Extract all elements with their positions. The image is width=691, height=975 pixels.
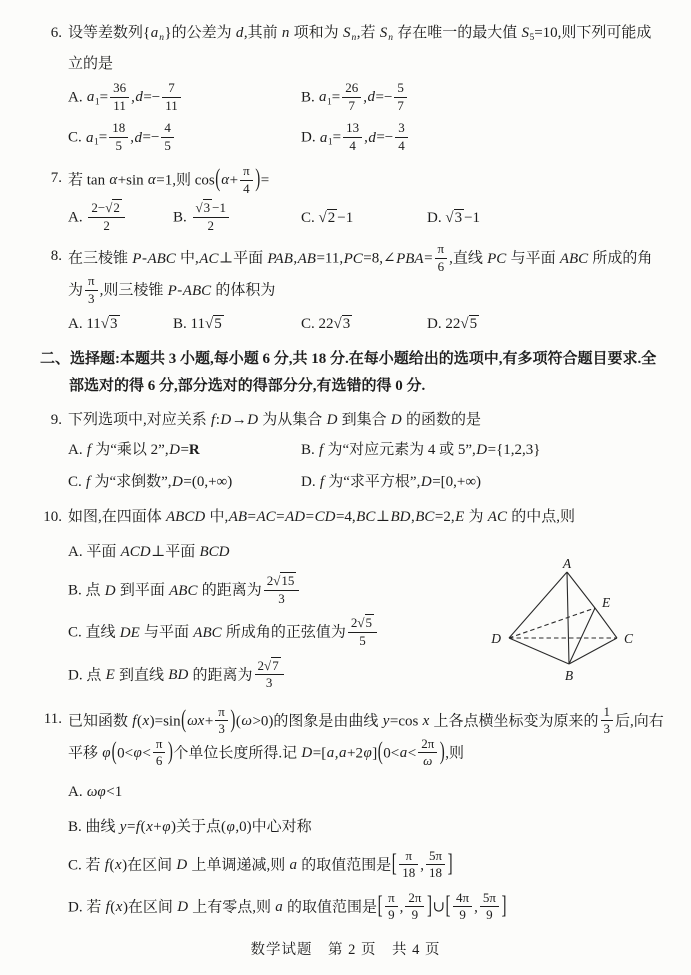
question-7 [40, 162, 665, 234]
question-10-stem: 如图,在四面体 ABCD 中,AB=AC=AD=CD=4,BC⊥BD,BC=2,E 为 AC 的中点,则 [68, 509, 575, 526]
question-11 [40, 703, 665, 929]
vertex-label-d: D [491, 631, 501, 647]
question-10 [40, 504, 665, 696]
question-9-number: 9. [50, 412, 62, 429]
question-11-body [68, 703, 665, 929]
question-7-options [68, 202, 665, 234]
question-9-option-d: D. f 为“求平方根”,D=[0,+∞) [301, 474, 482, 491]
question-8-number: 8. [50, 248, 62, 265]
tetrahedron-dashed-edges [509, 608, 617, 638]
question-11-option-b: B. 曲线 y=f(x+φ)关于点(φ,0)中心对称 [68, 818, 312, 835]
question-6-option-d: D. $a_1=$ $\frac{13}{4}$ ,d=− $\frac{3}{4}$ [301, 122, 665, 155]
question-11-options [68, 775, 665, 929]
question-6-option-b: B. $a_1=$ $\frac{26}{7}$ ,d=− $\frac{5}{7}$ [301, 82, 665, 115]
question-7-option-a: A. $\frac{2-√2}{2}$ [68, 202, 173, 234]
question-7-option-b: B. $\frac{√3 -1}{2}$ [173, 202, 301, 234]
question-7-body [68, 162, 665, 234]
question-6-stem: 设等差数列$\{a_n\}$的公差为 d,其前 n 项和为 $S_n$,若 $S_n$ 存在唯一的最大值 $S_5=10$,则下列可能成立的是 [68, 25, 652, 72]
page-footer: 数学试题 第 2 页 共 4 页 [250, 942, 441, 958]
question-9-option-c: C. f 为“求倒数”,D=(0,+∞) [68, 474, 233, 491]
question-7-option-d: D. √3 −1 [427, 209, 481, 226]
question-9 [40, 407, 665, 495]
question-6-options [68, 82, 665, 156]
question-6-body [68, 20, 665, 156]
vertex-label-c: C [624, 631, 634, 647]
question-6-option-a: A. $a_1=$ $\frac{36}{11}$ ,d=− $\frac{7}{11}$ [68, 82, 301, 115]
question-10-option-a: A. 平面 ACD⊥平面 BCD [68, 544, 230, 561]
question-6-option-c: C. $a_1=$ $\frac{18}{5}$ ,d=− $\frac{4}{5}$ [68, 122, 301, 155]
question-8-option-a: A. 11√3 [68, 316, 118, 333]
question-10-option-c: C. 直线 DE 与平面 ABC 所成角的正弦值为 $\frac{2√5}{5}$ [68, 617, 665, 649]
question-11-option-d: D. 若 f(x)在区间 D 上有零点,则 a 的取值范围是[ $\frac{\pi}{9}$ , $\frac{2\pi}{9}$ ]∪[ $\frac{4\pi}{9}$ , $\frac{5\pi}{9}$ ] [68, 889, 507, 923]
question-11-option-c: C. 若 f(x)在区间 D 上单调递减,则 a 的取值范围是[ $\frac{\pi}{18}$ , $\frac{5\pi}{18}$ ] [68, 847, 453, 881]
section-2-header: 二、选择题:本题共 3 小题,每小题 6 分,共 18 分.在每小题给出的选项中,有多项符合题目要求.全部选对的得 6 分,部分选对的得部分分,有选错的得 0 分. [40, 351, 657, 395]
question-10-option-b: B. 点 D 到平面 ABC 的距离为 $\frac{2√15}{3}$ [68, 575, 665, 607]
question-8-option-c: C. 22√3 [301, 316, 351, 333]
question-9-body [68, 407, 665, 495]
question-8-option-d: D. 22√5 [427, 316, 478, 333]
question-10-option-d: D. 点 E 到直线 BD 的距离为 $\frac{2√7}{3}$ [68, 660, 665, 692]
question-6 [40, 20, 665, 156]
tetrahedron-figure [483, 558, 663, 698]
question-9-option-a: A. f 为“乘以 2”,D=R [68, 442, 200, 459]
question-8-stem: 在三棱锥 P-ABC 中,AC⊥平面 PAB,AB=11,PC=8,∠PBA= $\frac{\pi}{6}$ ,直线 PC 与平面 ABC 所成的角为 $\frac{\pi}{3}$ ,则三棱锥 P-ABC 的体积为 [68, 241, 653, 306]
vertex-label-b: B [564, 668, 574, 684]
question-8-body [68, 243, 665, 337]
question-8-options [68, 312, 665, 337]
question-6-number: 6. [50, 25, 62, 41]
question-11-stem: 已知函数 f(x)=sin(ωx+ $\frac{\pi}{3}$ )(ω>0)的图象是由曲线 y=cos x 上各点横坐标变为原来的 $\frac{1}{3}$ 后,向右平移 φ(0<φ< $\frac{\pi}{6}$ )个单位长度所得.记 D=[a,a+2φ](0<a< $\frac{2\pi}{\omega}$ ),则 [68, 703, 664, 769]
question-11-option-a: A. ωφ<1 [68, 783, 123, 800]
question-11-number: 11. [43, 710, 62, 727]
question-7-option-c: C. √2 −1 [301, 209, 354, 226]
question-9-option-b: B. f 为“对应元素为 4 或 5”,D={1,2,3} [301, 442, 541, 459]
question-8-option-b: B. 11√5 [173, 316, 222, 333]
question-10-number: 10. [43, 509, 62, 526]
question-9-stem: 下列选项中,对应关系 f:D→D 为从集合 D 到集合 D 的函数的是 [68, 412, 482, 429]
vertex-label-e: E [602, 595, 611, 611]
question-7-stem: 若 tan α+sin α=1,则 cos(α+ $\frac{\pi}{4}$ )= [68, 162, 270, 196]
question-9-options [68, 438, 665, 495]
question-7-number: 7. [50, 169, 62, 186]
vertex-label-a: A [562, 558, 572, 572]
question-8 [40, 243, 665, 337]
tetrahedron-solid-edges [509, 572, 617, 664]
